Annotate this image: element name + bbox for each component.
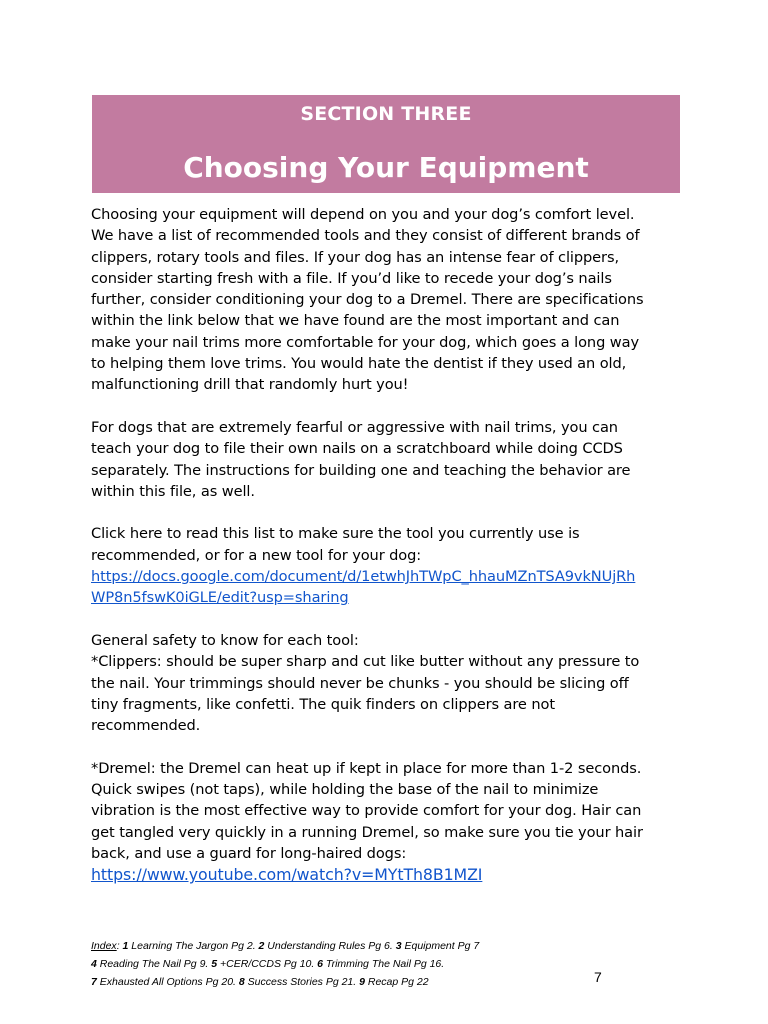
text-line: malfunctioning drill that randomly hurt you! — [91, 376, 409, 394]
index-number: 2 — [258, 940, 265, 952]
text-line: the nail. Your trimmings should never be chunks - you should be slicing off — [91, 674, 629, 692]
text-line: within this file, as well. — [91, 482, 255, 500]
index-number: 8 — [238, 976, 245, 988]
text-line: tiny fragments, like confetti. The quik finders on clippers are not — [91, 695, 555, 713]
text-line: teach your dog to file their own nails on a scratchboard while doing CCDS — [91, 440, 623, 458]
index-entry[interactable]: Learning The Jargon Pg 2. — [128, 940, 259, 952]
index-entry[interactable]: Exhausted All Options Pg 20. — [96, 976, 239, 988]
text-line: within the link below that we have found are the most important and can — [91, 312, 620, 330]
paragraph-dremel-safety — [91, 758, 691, 887]
index-entry[interactable]: Trimming The Nail Pg 16. — [323, 958, 445, 970]
text-line: clippers, rotary tools and files. If your dog has an intense fear of clippers, — [91, 248, 620, 266]
paragraph-intro — [91, 204, 691, 396]
text-line: consider starting fresh with a file. If you’d like to recede your dog’s nails — [91, 269, 612, 287]
index-footer — [91, 937, 611, 991]
index-number: 3 — [395, 940, 402, 952]
index-number: 4 — [91, 958, 97, 970]
text-line: to helping them love trims. You would hate the dentist if they used an old, — [91, 355, 627, 373]
index-number: 9 — [359, 976, 365, 988]
text-line: General safety to know for each tool: — [91, 631, 359, 649]
link-line[interactable]: WP8n5fswK0iGLE/edit?usp=sharing — [91, 589, 349, 607]
index-number: 6 — [317, 958, 324, 970]
youtube-link[interactable]: https://www.youtube.com/watch?v=MYtTh8B1MZI — [91, 865, 483, 885]
text-line: back, and use a guard for long-haired dogs: — [91, 844, 407, 862]
index-entry[interactable]: Equipment Pg 7 — [401, 940, 480, 952]
link-line[interactable]: https://docs.google.com/document/d/1etwhJhTWpC_hhauMZnTSA9vkNUjRh — [91, 568, 636, 586]
paragraph-fearful-dogs — [91, 417, 691, 502]
text-line: Choosing your equipment will depend on you and your dog’s comfort level. — [91, 206, 635, 223]
index-entry[interactable]: Reading The Nail Pg 9. — [96, 958, 212, 970]
text-line: make your nail trims more comfortable for your dog, which goes a long way — [91, 333, 640, 351]
tool-list-link[interactable] — [91, 568, 635, 606]
text-line: For dogs that are extremely fearful or aggressive with nail trims, you can — [91, 418, 618, 436]
text-line: *Dremel: the Dremel can heat up if kept in place for more than 1-2 seconds. — [91, 759, 642, 777]
text-line: Click here to read this list to make sure the tool you currently use is — [91, 525, 580, 543]
index-entry[interactable]: Understanding Rules Pg 6. — [264, 940, 396, 952]
text-line: We have a list of recommended tools and they consist of different brands of — [91, 227, 640, 245]
index-line-1: Index: 1 Learning The Jargon Pg 2. 2 Understanding Rules Pg 6. 3 Equipment Pg 7 — [91, 940, 480, 952]
paragraph-tool-list — [91, 523, 691, 608]
text-line: recommended. — [91, 717, 201, 735]
text-line: *Clippers: should be super sharp and cut like butter without any pressure to — [91, 653, 640, 671]
page-number: 7 — [594, 969, 602, 985]
text-line: vibration is the most effective way to provide comfort for your dog. Hair can — [91, 802, 642, 820]
text-line: Quick swipes (not taps), while holding the base of the nail to minimize — [91, 781, 599, 799]
text-line: further, consider conditioning your dog to a Dremel. There are specifications — [91, 291, 644, 309]
page-title: Choosing Your Equipment — [183, 151, 589, 184]
index-entry[interactable]: Success Stories Pg 21. — [244, 976, 360, 988]
index-entry[interactable]: +CER/CCDS Pg 10. — [217, 958, 318, 970]
text-line: get tangled very quickly in a running Dremel, so make sure you tie your hair — [91, 823, 643, 841]
text-line: recommended, or for a new tool for your dog: — [91, 546, 422, 564]
section-banner — [92, 95, 680, 193]
section-label: SECTION THREE — [300, 103, 472, 125]
index-entry[interactable]: Recap Pg 22 — [364, 976, 429, 988]
index-line-3 — [91, 973, 611, 991]
text-line: separately. The instructions for building one and teaching the behavior are — [91, 461, 631, 479]
index-number: 7 — [91, 976, 97, 988]
index-number: 1 — [122, 940, 129, 952]
index-label: Index — [91, 940, 117, 952]
body-text — [91, 204, 691, 887]
paragraph-clippers-safety — [91, 630, 691, 736]
index-number: 5 — [211, 958, 218, 970]
index-line-2 — [91, 955, 611, 973]
